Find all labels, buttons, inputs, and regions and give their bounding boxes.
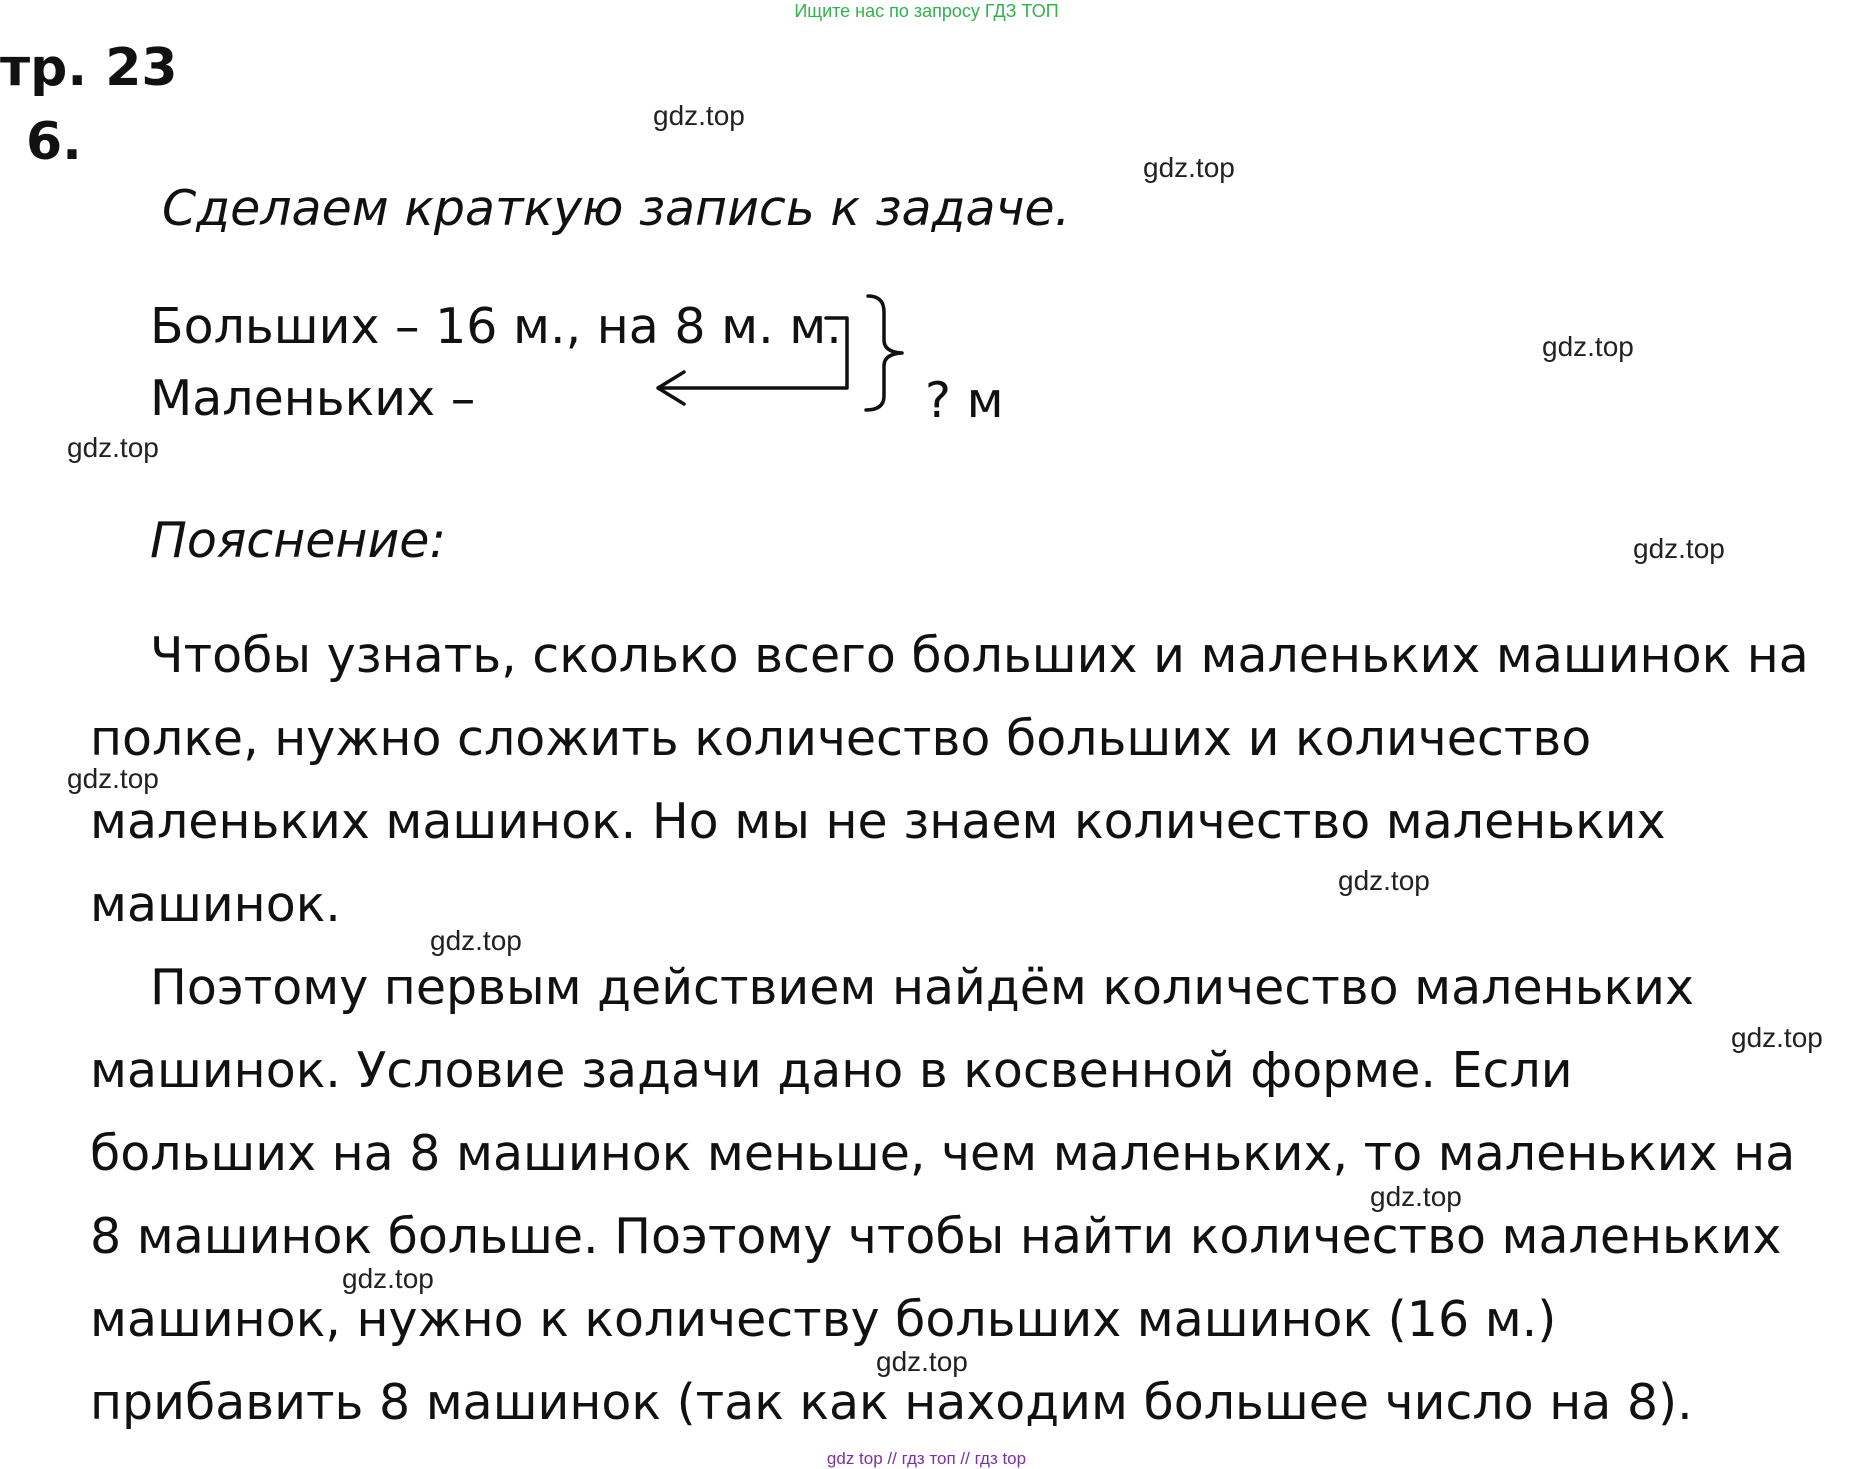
relation-arrow <box>660 318 847 388</box>
summary-small-line: Маленьких – <box>150 370 476 427</box>
paragraph-line: Чтобы узнать, сколько всего больших и маленьких машинок на <box>150 627 1809 684</box>
paragraph-line: машинок. Условие задачи дано в косвенной форме. Если <box>90 1042 1573 1099</box>
summary-question: ? м <box>925 372 1004 429</box>
total-bracket <box>866 296 902 410</box>
paragraph-line: 8 машинок больше. Поэтому чтобы найти количество маленьких <box>90 1208 1782 1265</box>
paragraph-line: маленьких машинок. Но мы не знаем количество маленьких <box>90 793 1666 850</box>
paragraph-line: полке, нужно сложить количество больших и количество <box>90 710 1592 767</box>
top-banner: Ищите нас по запросу ГДЗ ТОП <box>794 1 1059 21</box>
task-number: 6. <box>26 112 82 172</box>
watermark: gdz.top <box>67 763 159 794</box>
paragraph-line: машинок, нужно к количеству больших машинок (16 м.) <box>90 1291 1557 1348</box>
watermark: gdz.top <box>430 925 522 956</box>
watermark: gdz.top <box>1633 533 1725 564</box>
watermark: gdz.top <box>1338 865 1430 896</box>
section-heading: Сделаем краткую запись к задаче. <box>162 180 1071 237</box>
page-reference: тр. 23 <box>0 38 178 98</box>
explanation-title: Пояснение: <box>150 512 446 569</box>
paragraph-line: машинок. <box>90 876 341 933</box>
watermark: gdz.top <box>1542 331 1634 362</box>
summary-big-line: Больших – 16 м., на 8 м. м. <box>150 298 842 355</box>
watermark: gdz.top <box>1143 152 1235 183</box>
paragraph-line: прибавить 8 машинок (так как находим большее число на 8). <box>90 1374 1693 1431</box>
paragraph-line: больших на 8 машинок меньше, чем маленьких, то маленьких на <box>90 1125 1796 1182</box>
footer-watermark: gdz top // гдз топ // гдз top <box>826 1449 1027 1468</box>
watermark: gdz.top <box>876 1346 968 1377</box>
paragraph-line: Поэтому первым действием найдём количество маленьких <box>150 959 1694 1016</box>
watermark: gdz.top <box>1731 1022 1823 1053</box>
watermark: gdz.top <box>67 432 159 463</box>
watermark: gdz.top <box>653 100 745 131</box>
watermark: gdz.top <box>1370 1181 1462 1212</box>
watermark: gdz.top <box>342 1263 434 1294</box>
